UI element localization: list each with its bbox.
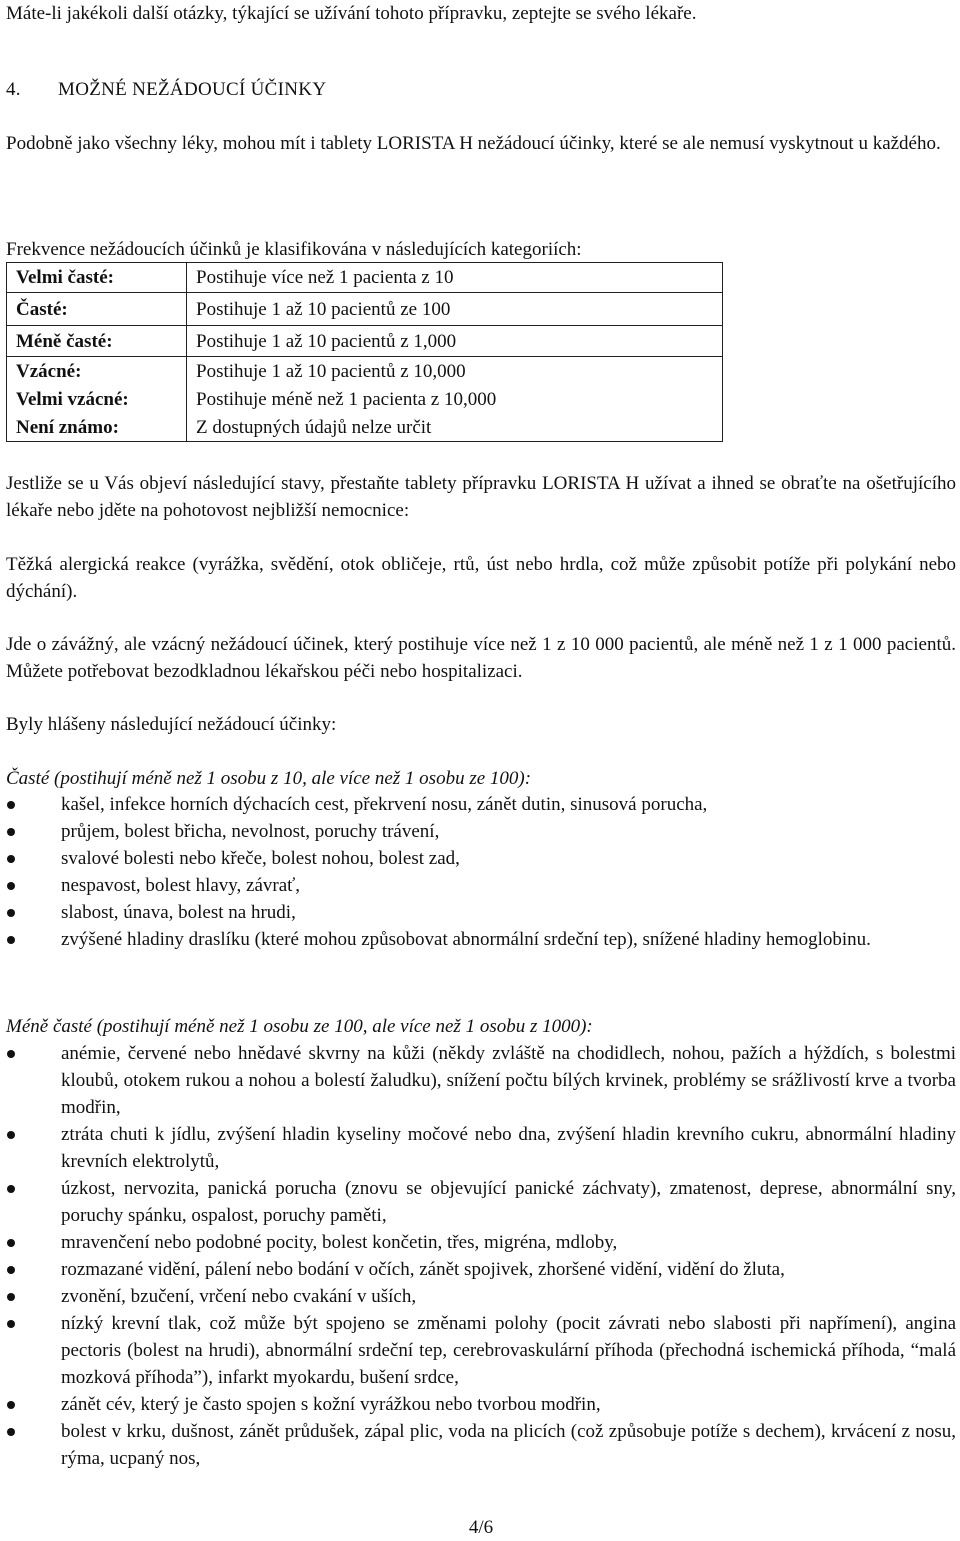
- table-row: [7, 357, 723, 386]
- section-intro: Podobně jako všechny léky, mohou mít i tablety LORISTA H nežádoucí účinky, které se ale nemusí vyskytnout u každého.: [6, 133, 941, 154]
- bullet-icon: [7, 1239, 15, 1247]
- bullet-icon: [7, 909, 15, 917]
- bullet-icon: [7, 1185, 15, 1193]
- bullet-icon: [7, 1050, 15, 1058]
- list-item: anémie, červené nebo hnědavé skvrny na kůži (někdy zvláště na chodidlech, nohou, pažích a hýždích, s bolestmi kloubů, otokem rukou a nohou a bolestí žaludku), snížení počtu bílých krvinek, problémy se srážlivostí krve a tvorba modřin,: [6, 1040, 956, 1121]
- list-item: kašel, infekce horních dýchacích cest, překrvení nosu, zánět dutin, sinusová porucha,: [6, 791, 956, 818]
- list-item: nespavost, bolest hlavy, závrať,: [6, 872, 956, 899]
- table-row: [7, 385, 723, 413]
- bullet-icon: [7, 936, 15, 944]
- list-item: mravenčení nebo podobné pocity, bolest končetin, třes, migréna, mdloby,: [6, 1229, 956, 1256]
- list-item: slabost, únava, bolest na hrudi,: [6, 899, 956, 926]
- section-title: MOŽNÉ NEŽÁDOUCÍ ÚČINKY: [58, 79, 327, 100]
- list-item: zánět cév, který je často spojen s kožní vyrážkou nebo tvorbou modřin,: [6, 1391, 956, 1418]
- rare-paragraph: Jde o závážný, ale vzácný nežádoucí účinek, který postihuje více než 1 z 10 000 pacientů, ale méně než 1 z 1 000 pacientů. Můžete potřebovat bezodkladnou lékařskou péči nebo hospitalizaci.: [6, 634, 956, 682]
- bullet-icon: [7, 1401, 15, 1409]
- frequency-description: Postihuje 1 až 10 pacientů z 10,000: [187, 357, 723, 386]
- bullet-icon: [7, 882, 15, 890]
- frequency-description: Postihuje 1 až 10 pacientů z 1,000: [187, 326, 723, 357]
- bullet-icon: [7, 1320, 15, 1328]
- bullet-icon: [7, 828, 15, 836]
- table-row: [7, 413, 723, 442]
- frequency-description: Postihuje méně než 1 pacienta z 10,000: [187, 385, 723, 413]
- stop-paragraph: Jestliže se u Vás objeví následující stavy, přestaňte tablety přípravku LORISTA H užívat a ihned se obraťte na ošetřujícího lékaře nebo jděte na pohotovost nejbližší nemocnice:: [6, 473, 956, 521]
- reported-intro: Byly hlášeny následující nežádoucí účinky:: [6, 714, 337, 735]
- list-item: ztráta chuti k jídlu, zvýšení hladin kyseliny močové nebo dna, zvýšení hladin krevního cukru, abnormální hladiny krevních elektrolytů,: [6, 1121, 956, 1175]
- section-heading: [6, 76, 956, 103]
- bullet-icon: [7, 801, 15, 809]
- list-item: rozmazané vidění, pálení nebo bodání v očích, zánět spojivek, zhoršené vidění, vidění do žluta,: [6, 1256, 956, 1283]
- table-row: [7, 293, 723, 326]
- list-item: zvýšené hladiny draslíku (které mohou způsobovat abnormální srdeční tep), snížené hladiny hemoglobinu.: [6, 926, 956, 953]
- page-number: 4/6: [468, 1517, 494, 1538]
- uncommon-effects-list: [6, 1040, 956, 1472]
- list-item: bolest v krku, dušnost, zánět průdušek, zápal plic, voda na plicích (což způsobuje potíže s dechem), krvácení z nosu, rýma, ucpaný nos,: [6, 1418, 956, 1472]
- frequency-category: Velmi vzácné:: [7, 385, 187, 413]
- list-item: úzkost, nervozita, panická porucha (znovu se objevující panické záchvaty), zmatenost, deprese, abnormální sny, poruchy spánku, ospalost, poruchy paměti,: [6, 1175, 956, 1229]
- list-item: svalové bolesti nebo křeče, bolest nohou, bolest zad,: [6, 845, 956, 872]
- list-item: nízký krevní tlak, což může být spojeno se změnami polohy (pocit závrati nebo slabosti při napřímení), angina pectoris (bolest na hrudi), abnormální srdeční tep, cerebrovaskulární příhoda (přechodná ischemická příhoda, “malá mozková příhoda”), infarkt myokardu, bušení srdce,: [6, 1310, 956, 1391]
- frequency-category: Časté:: [7, 293, 187, 326]
- bullet-icon: [7, 1293, 15, 1301]
- table-row: [7, 263, 723, 293]
- intro-line: Máte-li jakékoli další otázky, týkající se užívání tohoto přípravku, zeptejte se svého lékaře.: [6, 3, 697, 24]
- bullet-icon: [7, 1428, 15, 1436]
- list-item: zvonění, bzučení, vrčení nebo cvakání v uších,: [6, 1283, 956, 1310]
- list-item: průjem, bolest břicha, nevolnost, poruchy trávení,: [6, 818, 956, 845]
- frequency-category: Méně časté:: [7, 326, 187, 357]
- allergy-paragraph: Těžká alergická reakce (vyrážka, svědění, otok obličeje, rtů, úst nebo hrdla, což může způsobit potíže při polykání nebo dýchání).: [6, 554, 956, 602]
- frequency-description: Z dostupných údajů nelze určit: [187, 413, 723, 442]
- bullet-icon: [7, 1266, 15, 1274]
- bullet-icon: [7, 855, 15, 863]
- common-heading: Časté (postihují méně než 1 osobu z 10, ale více než 1 osobu ze 100):: [6, 768, 532, 789]
- common-effects-list: [6, 791, 956, 953]
- frequency-category: Velmi časté:: [7, 263, 187, 293]
- uncommon-heading: Méně časté (postihují méně než 1 osobu ze 100, ale více než 1 osobu z 1000):: [6, 1016, 593, 1037]
- bullet-icon: [7, 1131, 15, 1139]
- section-number: 4.: [6, 79, 21, 100]
- frequency-description: Postihuje 1 až 10 pacientů ze 100: [187, 293, 723, 326]
- frequency-intro: Frekvence nežádoucích účinků je klasifikována v následujících kategoriích:: [6, 239, 582, 260]
- frequency-table: [6, 262, 723, 442]
- table-row: [7, 326, 723, 357]
- frequency-category: Není známo:: [7, 413, 187, 442]
- frequency-category: Vzácné:: [7, 357, 187, 386]
- frequency-description: Postihuje více než 1 pacienta z 10: [187, 263, 723, 293]
